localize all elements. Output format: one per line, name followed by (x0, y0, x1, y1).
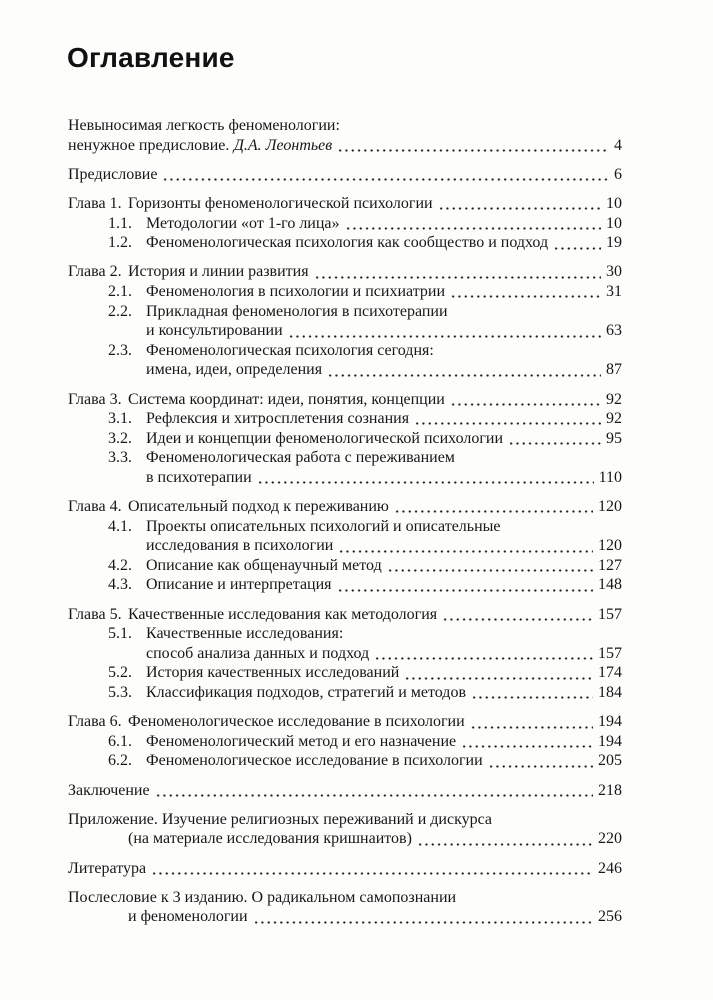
page-number: 218 (598, 781, 622, 799)
section-text: Описание и интерпретация (146, 576, 332, 594)
dot-leader (416, 829, 593, 849)
chapter-title: Горизонты феноменологической психологии (127, 194, 433, 212)
chapter-title: Феноменологическое исследование в психологии (127, 713, 465, 731)
section-line (68, 556, 622, 576)
page-number: 220 (598, 830, 622, 848)
chapter-heading (68, 262, 622, 282)
section-number: 4.3. (108, 576, 132, 594)
section-text: Методологии «от 1-го лица» (146, 214, 340, 232)
chapter-group (68, 497, 622, 595)
entry-text: Заключение (68, 781, 150, 799)
page-number: 157 (598, 644, 622, 662)
page-number: 194 (598, 713, 622, 731)
dot-leader (449, 282, 601, 302)
entry-text: и феноменологии (128, 908, 248, 926)
toc-entry-line (68, 781, 622, 801)
toc-group (68, 859, 622, 879)
dot-leader (344, 214, 601, 234)
chapter-number: Глава 4. (68, 498, 122, 516)
section-line (68, 302, 622, 322)
page-title: Оглавление (67, 42, 235, 73)
chapter-group (68, 605, 622, 703)
section-line (68, 468, 622, 488)
section-entry (68, 341, 622, 380)
page-number: 157 (598, 605, 622, 623)
dot-leader (287, 321, 601, 341)
dot-leader (460, 732, 593, 752)
chapter-number: Глава 1. (68, 194, 122, 212)
section-line (68, 644, 622, 664)
chapter-heading (68, 605, 622, 625)
toc-group (68, 165, 622, 185)
dot-leader (154, 781, 593, 801)
table-of-contents (68, 116, 622, 927)
section-line (68, 732, 622, 752)
chapter-group (68, 390, 622, 488)
entry-text: Невыносимая легкость феноменологии: (68, 117, 340, 134)
chapter-group (68, 194, 622, 253)
section-text: исследования в психологии (146, 537, 334, 555)
toc-group (68, 781, 622, 801)
chapter-number: Глава 6. (68, 713, 122, 731)
section-line (68, 282, 622, 302)
section-text: Рефлексия и хитросплетения сознания (146, 410, 410, 428)
section-number: 3.3. (108, 449, 132, 467)
toc-entry-line (68, 136, 622, 156)
chapter-title: Качественные исследования как методология (127, 605, 438, 623)
page-number: 120 (598, 537, 622, 555)
chapter-heading (68, 712, 622, 732)
section-text: способ анализа данных и подход (146, 644, 370, 662)
dot-leader (449, 390, 601, 410)
section-entry (68, 409, 622, 429)
section-entry (68, 448, 622, 487)
dot-leader (386, 556, 593, 576)
page-number: 194 (598, 732, 622, 750)
section-text: Феноменологическая работа с переживанием (146, 449, 455, 467)
section-line (68, 429, 622, 449)
section-number: 5.3. (108, 684, 132, 701)
dot-leader (552, 233, 601, 253)
section-entry (68, 302, 622, 341)
section-number: 4.2. (108, 556, 132, 574)
dot-leader (150, 859, 593, 879)
section-number: 6.2. (108, 752, 132, 770)
section-number: 5.1. (108, 625, 132, 643)
toc-entry (68, 165, 622, 185)
page-number: 110 (598, 468, 622, 486)
section-number: 3.2. (108, 429, 132, 447)
dot-leader (326, 360, 601, 380)
entry-text: (на материале исследования кришнаитов) (128, 830, 412, 848)
section-entry (68, 214, 622, 234)
chapter-heading (68, 390, 622, 410)
toc-group (68, 810, 622, 849)
toc-entry-line (68, 859, 622, 879)
page-number: 92 (606, 390, 622, 408)
section-text: Феноменологический метод и его назначение (146, 732, 457, 750)
chapter-number: Глава 3. (68, 390, 122, 408)
page-number: 120 (598, 498, 622, 516)
section-line (68, 683, 622, 703)
page-number: 10 (606, 194, 622, 212)
entry-text: Приложение. Изучение религиозных переживаний и дискурса (68, 810, 493, 828)
section-line (68, 751, 622, 771)
page-number: 63 (606, 322, 622, 340)
page-number: 184 (598, 684, 622, 701)
dot-leader (413, 409, 601, 429)
section-text: и консультировании (146, 322, 283, 340)
section-entry (68, 556, 622, 576)
dot-leader (469, 712, 593, 732)
section-line (68, 360, 622, 380)
dot-leader (441, 605, 593, 625)
section-number: 6.1. (108, 732, 132, 750)
page-number: 4 (614, 136, 622, 154)
dot-leader (403, 663, 593, 683)
toc-entry (68, 888, 622, 927)
toc-entry-line (68, 829, 622, 849)
dot-leader (336, 136, 609, 156)
section-text: Прикладная феноменология в психотерапии (146, 302, 448, 320)
toc-entry (68, 810, 622, 849)
chapter-heading (68, 497, 622, 517)
dot-leader (487, 751, 593, 771)
section-number: 2.2. (108, 302, 132, 320)
section-text: История качественных исследований (146, 664, 400, 682)
entry-text: Предисловие (68, 165, 158, 183)
section-entry (68, 751, 622, 771)
toc-entry-line (68, 810, 622, 830)
page-number: 174 (598, 664, 622, 682)
toc-entry (68, 859, 622, 879)
chapter-heading (68, 194, 622, 214)
section-text: Качественные исследования: (146, 625, 344, 643)
section-entry (68, 575, 622, 595)
section-entry (68, 517, 622, 556)
section-line (68, 341, 622, 361)
section-line (68, 536, 622, 556)
toc-entry (68, 116, 622, 155)
dot-leader (161, 165, 609, 185)
page-number: 127 (598, 556, 622, 574)
page-number: 30 (606, 263, 622, 281)
toc-entry-line (68, 116, 622, 136)
dot-leader (373, 644, 593, 664)
page-number: 256 (598, 908, 622, 926)
page-number: 95 (606, 429, 622, 447)
section-line (68, 448, 622, 468)
dot-leader (470, 683, 593, 703)
dot-leader (336, 575, 593, 595)
page-number: 10 (606, 214, 622, 232)
dot-leader (252, 907, 593, 927)
section-line (68, 409, 622, 429)
section-text: Феноменология в психологии и психиатрии (146, 282, 446, 300)
section-line (68, 233, 622, 253)
page-number: 148 (598, 576, 622, 594)
chapter-title: Описательный подход к переживанию (127, 498, 389, 516)
section-entry (68, 732, 622, 752)
section-number: 1.1. (108, 214, 132, 232)
entry-text: Послесловие к 3 изданию. О радикальном самопознании (68, 888, 457, 906)
toc-entry-line (68, 907, 622, 927)
section-number: 1.2. (108, 234, 132, 252)
chapter-number: Глава 5. (68, 605, 122, 623)
section-number: 5.2. (108, 664, 132, 682)
chapter-title: История и линии развития (127, 263, 309, 281)
toc-group (68, 116, 622, 155)
toc-entry-line (68, 888, 622, 908)
dot-leader (313, 262, 601, 282)
section-text: Феноменологическое исследование в психологии (146, 752, 483, 770)
chapter-number: Глава 2. (68, 263, 122, 281)
page-number: 6 (614, 165, 622, 183)
section-text: в психотерапии (146, 468, 252, 486)
section-line (68, 321, 622, 341)
section-number: 3.1. (108, 410, 132, 428)
section-line (68, 624, 622, 644)
section-entry (68, 233, 622, 253)
dot-leader (337, 536, 593, 556)
entry-text: ненужное предисловие. (68, 136, 230, 154)
chapter-group (68, 712, 622, 771)
toc-group (68, 888, 622, 927)
section-entry (68, 624, 622, 663)
entry-text: Литература (68, 859, 147, 877)
section-text: Феноменологическая психология как сообщество и подход (146, 234, 549, 252)
section-line (68, 517, 622, 537)
section-text: имена, идеи, определения (146, 361, 323, 379)
page-number: 246 (598, 859, 622, 877)
section-text: Описание как общенаучный метод (146, 556, 382, 574)
section-number: 2.3. (108, 341, 132, 359)
page-number: 92 (606, 410, 622, 428)
dot-leader (256, 468, 594, 488)
section-number: 4.1. (108, 517, 132, 535)
dot-leader (507, 429, 601, 449)
section-text: Феноменологическая психология сегодня: (146, 341, 434, 359)
entry-author: Д.А. Леонтьев (233, 136, 333, 154)
section-text: Идеи и концепции феноменологической психологии (146, 429, 504, 447)
section-entry (68, 663, 622, 683)
section-text: Классификация подходов, стратегий и методов (146, 684, 466, 701)
page-number: 31 (606, 282, 622, 300)
section-line (68, 575, 622, 595)
toc-entry (68, 781, 622, 801)
page-number: 19 (606, 234, 622, 252)
dot-leader (393, 497, 593, 517)
chapter-group (68, 262, 622, 380)
section-text: Проекты описательных психологий и описательные (146, 517, 501, 535)
section-entry (68, 282, 622, 302)
chapter-title: Система координат: идеи, понятия, концепции (127, 390, 445, 408)
toc-entry-line (68, 165, 622, 185)
section-entry (68, 429, 622, 449)
page-number: 205 (598, 752, 622, 770)
section-entry (68, 683, 622, 703)
section-line (68, 663, 622, 683)
dot-leader (437, 194, 601, 214)
page-number: 87 (606, 361, 622, 379)
section-number: 2.1. (108, 282, 132, 300)
section-line (68, 214, 622, 234)
